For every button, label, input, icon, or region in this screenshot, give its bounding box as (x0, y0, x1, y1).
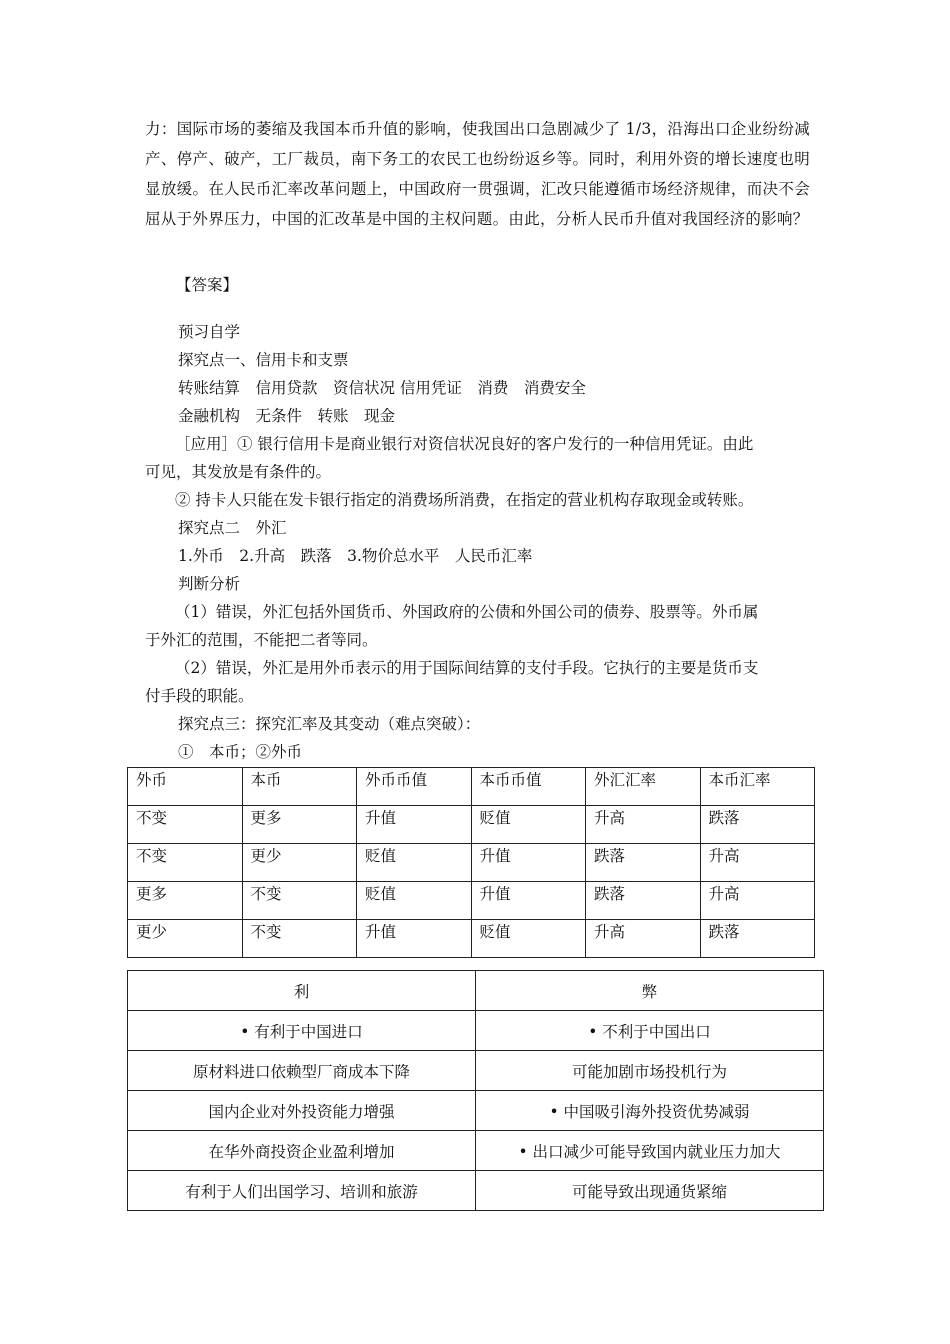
table-cell: 跌落 (586, 844, 701, 882)
table-cell: 贬值 (471, 920, 586, 958)
table-row (128, 1091, 824, 1131)
point1-terms-b: 金融机构 无条件 转账 现金 (178, 407, 396, 425)
cons-cell: 可能加剧市场投机行为 (476, 1051, 824, 1091)
table-row (128, 920, 815, 958)
judge2-line-1: （2）错误，外汇是用外币表示的用于国际间结算的支付手段。它执行的主要是货币支 (175, 659, 759, 677)
table-row (128, 844, 815, 882)
table-cell: 升高 (586, 806, 701, 844)
table-cell: 不变 (128, 806, 243, 844)
point2-title: 探究点二 外汇 (178, 519, 287, 537)
table-cell: 升值 (471, 882, 586, 920)
table-cell: 不变 (128, 844, 243, 882)
table-cell: 升值 (471, 844, 586, 882)
table-cell: 更多 (242, 806, 357, 844)
table-row (128, 1051, 824, 1091)
intro-paragraph: 力：国际市场的萎缩及我国本币升值的影响，使我国出口急剧减少了 1/3，沿海出口企业纷纷减产、停产、破产，工厂裁员，南下务工的农民工也纷纷返乡等。同时，利用外资的增长速度也明显放缓。在人民币汇率改革问题上，中国政府一贯强调，汇改只能遵循市场经济规律，而决不会屈从于外界压力，中国的汇改革是中国的主权问题。由此，分析人民币升值对我国经济的影响？ (145, 120, 810, 228)
judge2-line-2: 付手段的职能。 (145, 687, 254, 705)
answer-heading: 【答案】 (176, 276, 239, 294)
table-cell: 跌落 (700, 806, 815, 844)
table-cell: 跌落 (586, 882, 701, 920)
judge1-line-2: 于外汇的范围，不能把二者等同。 (145, 631, 378, 649)
table-cell: 贬值 (357, 882, 472, 920)
table-cell: 升高 (700, 844, 815, 882)
table-header-cell: 外币 (128, 768, 243, 806)
table-cell: 更少 (242, 844, 357, 882)
table-row (128, 882, 815, 920)
point2-terms: 1.外币 2.升高 跌落 3.物价总水平 人民币汇率 (178, 547, 533, 565)
table-cell: 更少 (128, 920, 243, 958)
table-cell: 升值 (357, 920, 472, 958)
table-header-cell: 本币汇率 (700, 768, 815, 806)
cons-cell: 可能导致出现通货紧缩 (476, 1171, 824, 1211)
table-header-cell: 外汇汇率 (586, 768, 701, 806)
point3-title: 探究点三：探究汇率及其变动（难点突破）： (178, 715, 481, 733)
point1-terms-a: 转账结算 信用贷款 资信状况 信用凭证 消费 消费安全 (178, 379, 586, 397)
apply-line-1: ［应用］① 银行信用卡是商业银行对资信状况良好的客户发行的一种信用凭证。由此 (175, 435, 754, 453)
judge1-line-1: （1）错误，外汇包括外国货币、外国政府的公债和外国公司的债券、股票等。外币属 (175, 603, 759, 621)
table-cell: 跌落 (700, 920, 815, 958)
pros-cell: 有利于人们出国学习、培训和旅游 (128, 1171, 476, 1211)
table-row (128, 1011, 824, 1051)
pros-cell: 国内企业对外投资能力增强 (128, 1091, 476, 1131)
table-cell: 升值 (357, 806, 472, 844)
cons-cell: • 不利于中国出口 (476, 1011, 824, 1051)
pros-cell: 原材料进口依赖型厂商成本下降 (128, 1051, 476, 1091)
table-header-row (128, 768, 815, 806)
point1-title: 探究点一、信用卡和支票 (178, 351, 349, 369)
table-row (128, 806, 815, 844)
table-header-row (128, 971, 824, 1011)
table-cell: 更多 (128, 882, 243, 920)
table-cell: 贬值 (357, 844, 472, 882)
table-cell: 贬值 (471, 806, 586, 844)
answer-body (145, 318, 815, 766)
exchange-rate-table (127, 767, 815, 958)
table-cell: 不变 (242, 920, 357, 958)
pros-header: 利 (128, 971, 476, 1011)
judge-title: 判断分析 (178, 575, 241, 593)
table-row (128, 1131, 824, 1171)
table-cell: 不变 (242, 882, 357, 920)
table-header-cell: 本币币值 (471, 768, 586, 806)
point3-terms: ① 本币；②外币 (178, 743, 303, 761)
preview-heading: 预习自学 (178, 323, 241, 341)
apply-line-2: 可见，其发放是有条件的。 (145, 463, 332, 481)
cons-header: 弊 (476, 971, 824, 1011)
table-row (128, 1171, 824, 1211)
cons-cell: • 出口减少可能导致国内就业压力加大 (476, 1131, 824, 1171)
apply-line-3: ② 持卡人只能在发卡银行指定的消费场所消费，在指定的营业机构存取现金或转账。 (175, 491, 754, 509)
pros-cons-table (127, 970, 824, 1211)
table-cell: 升高 (700, 882, 815, 920)
pros-cell: 在华外商投资企业盈利增加 (128, 1131, 476, 1171)
table-header-cell: 外币币值 (357, 768, 472, 806)
pros-cell: • 有利于中国进口 (128, 1011, 476, 1051)
cons-cell: • 中国吸引海外投资优势减弱 (476, 1091, 824, 1131)
table-cell: 升高 (586, 920, 701, 958)
table-header-cell: 本币 (242, 768, 357, 806)
